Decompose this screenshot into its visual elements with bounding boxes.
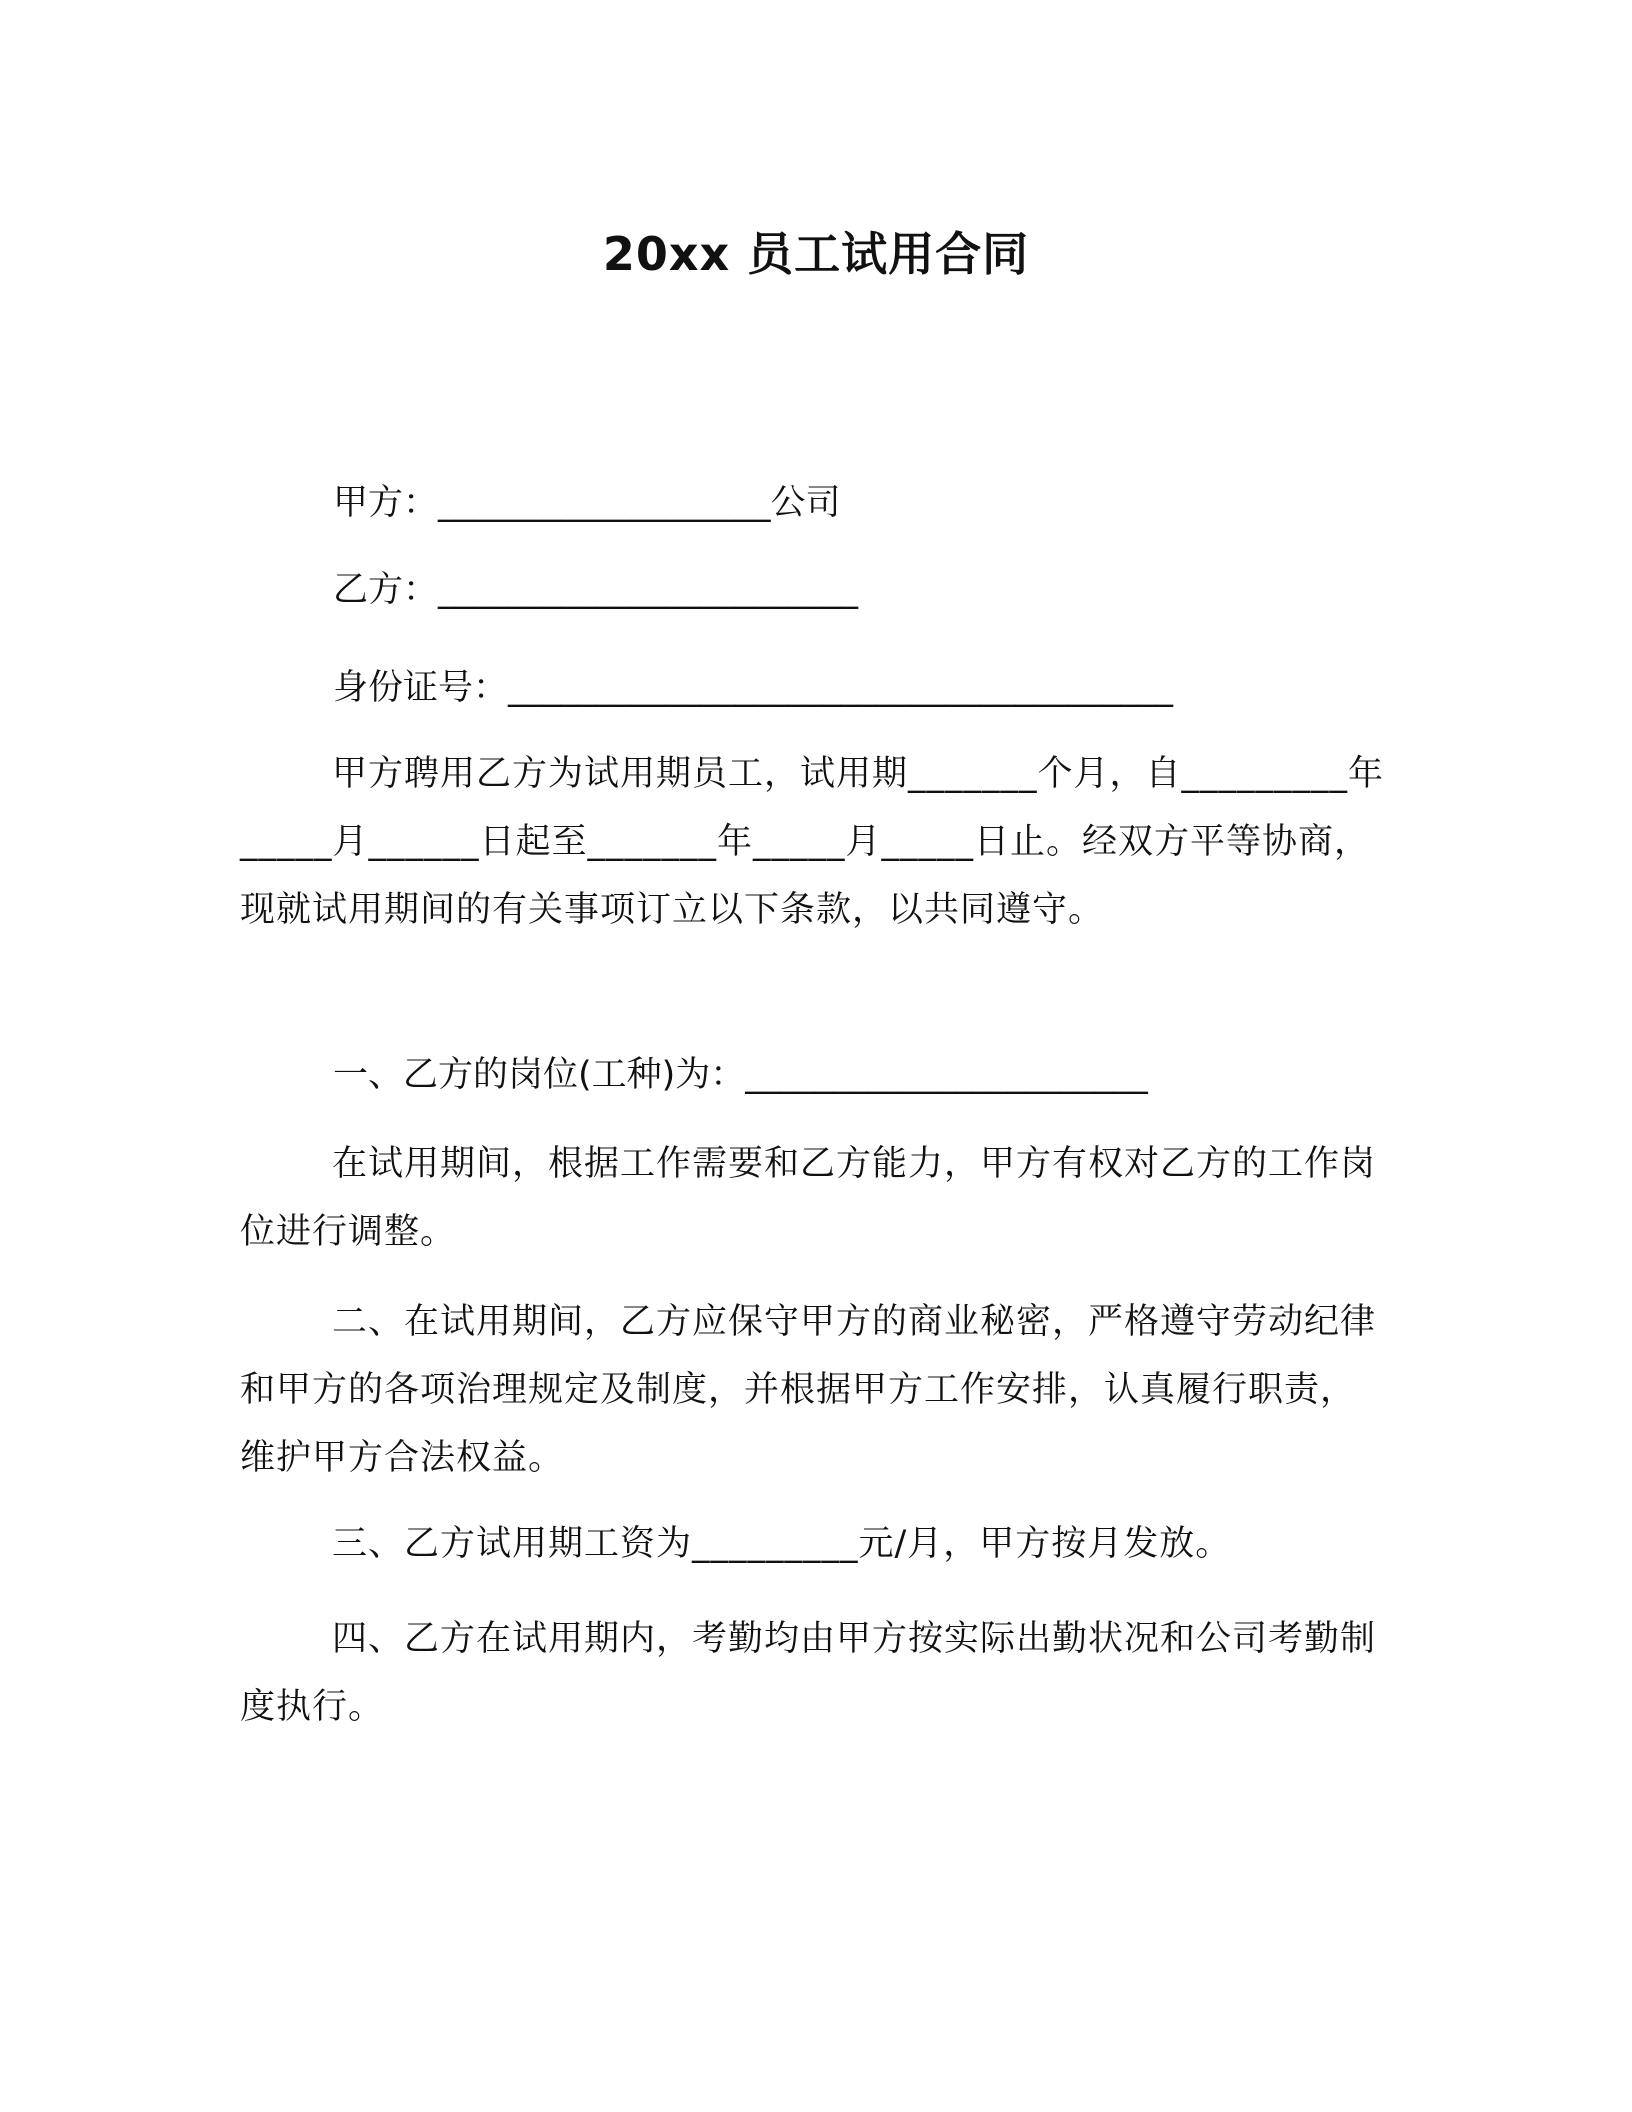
clause-3: 三、乙方试用期工资为_________元/月，甲方按月发放。 [332,1524,1232,1564]
party-b-line: 乙方：________________________ [333,570,859,610]
party-a-line: 甲方：___________________公司 [333,483,841,523]
clause-1-title: 一、乙方的岗位(工种)为：_______________________ [333,1055,1148,1095]
clause-2: 二、在试用期间，乙方应保守甲方的商业秘密，严格遵守劳动纪律和甲方的各项治理规定及制度，并根据甲方工作安排，认真履行职责，维护甲方合法权益。 [240,1302,1377,1478]
clause-1-body: 在试用期间，根据工作需要和乙方能力，甲方有权对乙方的工作岗位进行调整。 [240,1144,1377,1252]
document-title: 20xx 员工试用合同 [602,227,1030,281]
id-number-line: 身份证号：______________________________________ [333,668,1174,708]
probation-paragraph: 甲方聘用乙方为试用期员工，试用期_______个月，自_________年_____月______日起至_______年_____月_____日止。经双方平等协商，现就试用期间的有关事项订立以下条款，以共同遵守。 [240,754,1385,930]
clause-4: 四、乙方在试用期内，考勤均由甲方按实际出勤状况和公司考勤制度执行。 [240,1619,1377,1727]
